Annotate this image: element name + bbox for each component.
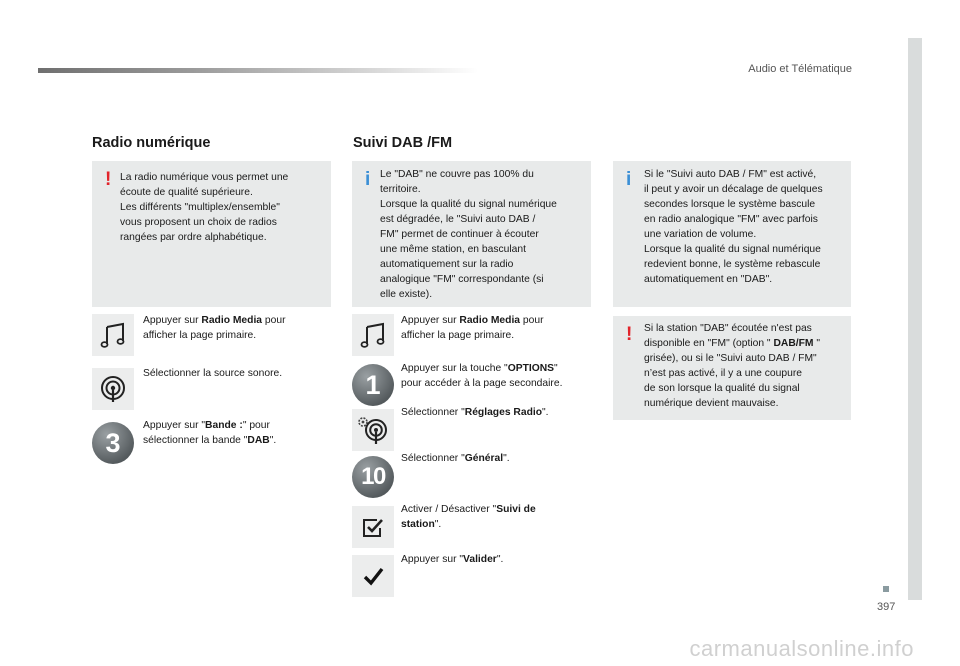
step-select-source: Sélectionner la source sonore. (143, 368, 283, 379)
step-options: Appuyer sur la touche "OPTIONS" pour accéder à la page secondaire. (401, 363, 563, 389)
heading-radio-numerique: Radio numérique (92, 135, 211, 151)
info-text: Si le "Suivi auto DAB / FM" est activé, il peut y avoir un décalage de quelques secondes lorsque le système bascule en radio analogique "FM" avec parfois une variation de volume. Lorsque la qualité du signal numérique redevient bonne, le système rebascule automatiquement en "DAB". (644, 169, 823, 285)
step-suivi-station: Activer / Désactiver "Suivi de station". (401, 504, 536, 530)
info-i-icon: i (626, 169, 632, 190)
info-i-icon: i (365, 169, 371, 190)
warning-text: Si la station "DAB" écoutée n'est pas disponible en "FM" (option " DAB/FM " grisée), ou si le "Suivi auto DAB / FM" n’est pas activé, il y a une coupure de son lorsque la qualité du signal numérique devient mauvaise. (644, 323, 821, 409)
page-number: 397 (877, 601, 896, 613)
music-note-icon (92, 314, 134, 356)
radio-signal-icon (92, 368, 134, 410)
checkbox-icon (352, 506, 394, 548)
heading-suivi-dab-fm: Suivi DAB /FM (353, 135, 453, 151)
watermark: carmanualsonline.info (689, 636, 914, 661)
warning-exclamation-icon: ! (626, 324, 633, 345)
step-badge-10: 10 (352, 456, 394, 498)
step-badge-3: 3 (92, 422, 134, 464)
warning-text: La radio numérique vous permet une écoute de qualité supérieure. Les différents "multiplex/ensemble" vous proposent un choix de radios rangées par ordre alphabétique. (120, 172, 289, 243)
step-badge-1: 1 (352, 364, 394, 406)
warning-box-radio (92, 161, 331, 307)
radio-settings-icon (352, 409, 394, 451)
warning-exclamation-icon: ! (105, 169, 112, 190)
step-general: Sélectionner "Général". (401, 453, 510, 464)
checkmark-icon (352, 555, 394, 597)
music-note-icon (352, 314, 394, 356)
step-bande: Appuyer sur "Bande :" pour sélectionner la bande "DAB". (143, 420, 277, 446)
step-valider: Appuyer sur "Valider". (401, 554, 504, 565)
info-box-suivi-auto (613, 161, 851, 307)
step-radio-media-2: Appuyer sur Radio Media pour afficher la page primaire. (401, 315, 544, 341)
page-edge-strip (908, 38, 922, 600)
section-title: Audio et Télématique (748, 63, 852, 75)
header-rule (38, 68, 478, 73)
step-radio-media: Appuyer sur Radio Media pour afficher la page primaire. (143, 315, 286, 341)
step-reglages-radio: Sélectionner "Réglages Radio". (401, 407, 549, 418)
info-text: Le "DAB" ne couvre pas 100% du territoire. Lorsque la qualité du signal numérique est dégradée, le "Suivi auto DAB / FM" permet de continuer à écouter une même station, en basculant automatiquement sur la radio analogique "FM" correspondante (si elle existe). (380, 169, 557, 300)
warning-box-dab-unavailable (613, 316, 851, 420)
page-marker (883, 586, 889, 592)
info-box-dab-coverage (352, 161, 591, 307)
